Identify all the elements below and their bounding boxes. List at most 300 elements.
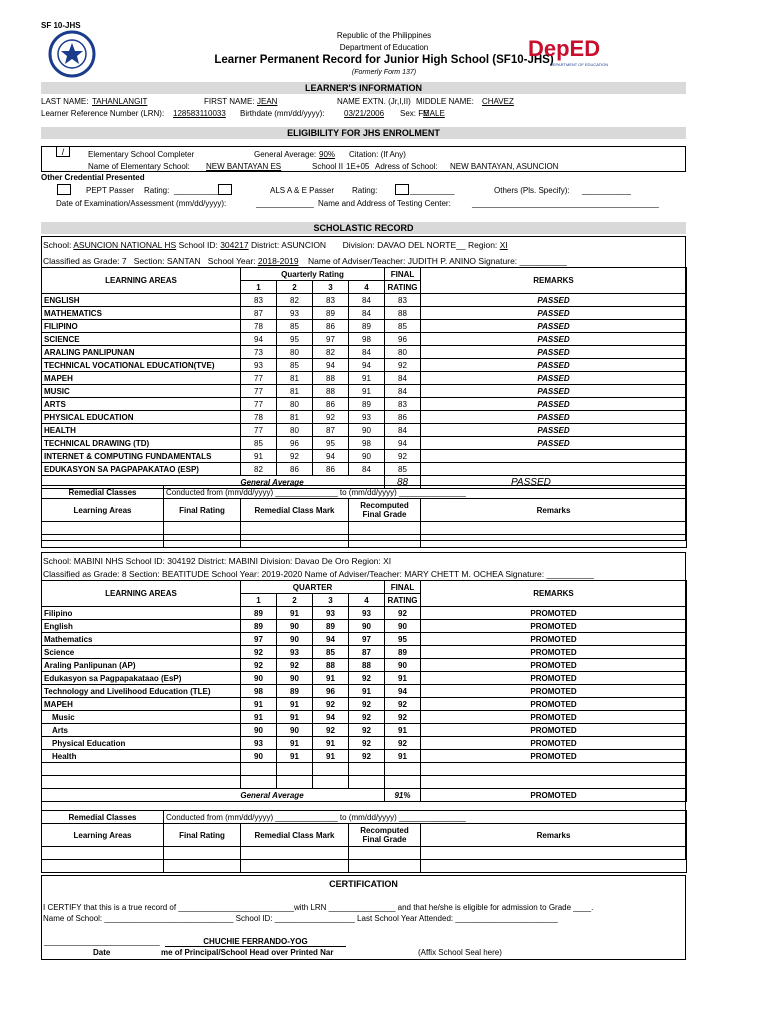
grade8-area: Music bbox=[42, 711, 241, 724]
g8-rem-cell[interactable] bbox=[349, 847, 421, 860]
grade8-q2-grade: 93 bbox=[277, 646, 313, 659]
grade7-q3-grade: 94 bbox=[313, 450, 349, 463]
grade8-blank-cell[interactable] bbox=[42, 776, 241, 789]
grade8-gen-avg-label: General Average bbox=[42, 789, 385, 802]
grade8-q4-grade: 92 bbox=[349, 724, 385, 737]
grade8-area: Edukasyon sa Pagpapakataao (EsP) bbox=[42, 672, 241, 685]
g7-rem-col-recomputed bbox=[349, 499, 421, 522]
grade7-q2-grade: 93 bbox=[277, 307, 313, 320]
grade7-q4-grade: 90 bbox=[349, 450, 385, 463]
grade8-blank-cell[interactable] bbox=[42, 763, 241, 776]
grade7-q4-grade: 89 bbox=[349, 398, 385, 411]
g8-col-rating: RATING bbox=[385, 594, 421, 607]
grade8-q2-grade: 92 bbox=[277, 659, 313, 672]
elementary-completer-checkbox[interactable]: / bbox=[56, 146, 70, 157]
last-name-value: TAHANLANGIT bbox=[92, 97, 148, 106]
g7-region: XI bbox=[499, 240, 508, 250]
grade8-area: Mathematics bbox=[42, 633, 241, 646]
grade8-final-rating: 95 bbox=[385, 633, 421, 646]
g8-rem-col-areas: Learning Areas bbox=[42, 824, 164, 847]
grade8-blank-cell[interactable] bbox=[277, 776, 313, 789]
grade8-q3-grade: 94 bbox=[313, 633, 349, 646]
grade8-q4-grade: 93 bbox=[349, 607, 385, 620]
sex-value: MALE bbox=[423, 109, 445, 118]
learner-info-header: LEARNER'S INFORMATION bbox=[41, 82, 686, 94]
grade8-q1-grade: 92 bbox=[241, 646, 277, 659]
grade8-area: Science bbox=[42, 646, 241, 659]
g8-rem-cell[interactable] bbox=[349, 860, 421, 873]
grade7-q2-grade: 80 bbox=[277, 424, 313, 437]
grade7-area: MAPEH bbox=[42, 372, 241, 385]
grade8-q3-grade: 92 bbox=[313, 724, 349, 737]
elem-school-id-value: 1E+05 bbox=[346, 162, 370, 171]
grade7-final-rating: 86 bbox=[385, 411, 421, 424]
table-row bbox=[42, 672, 687, 685]
grade7-remarks: PASSED bbox=[421, 320, 687, 333]
als-checkbox[interactable] bbox=[395, 184, 409, 195]
g7-info-line2 bbox=[43, 256, 567, 266]
pept-checkbox[interactable] bbox=[57, 184, 71, 195]
grade8-remarks: PROMOTED bbox=[421, 711, 687, 724]
g7-adviser-label: Name of Adviser/Teacher: bbox=[308, 256, 406, 266]
g7-grade: 7 bbox=[121, 256, 127, 266]
g7-section-label: Section: bbox=[133, 256, 165, 266]
general-average-label: General Average: bbox=[254, 150, 317, 159]
g7-division-tail: __ bbox=[456, 240, 466, 250]
table-row bbox=[42, 307, 687, 320]
grade7-final-rating: 84 bbox=[385, 372, 421, 385]
g8-q2-header: 2 bbox=[277, 594, 313, 607]
grade8-remarks: PROMOTED bbox=[421, 737, 687, 750]
birthdate-label: Birthdate (mm/dd/yyyy): bbox=[240, 109, 325, 118]
grade7-final-rating: 84 bbox=[385, 424, 421, 437]
grade7-final-rating: 85 bbox=[385, 463, 421, 476]
grade8-area: English bbox=[42, 620, 241, 633]
grade7-q4-grade: 84 bbox=[349, 307, 385, 320]
g7-adviser: JUDITH P. ANINO bbox=[407, 256, 477, 266]
grade8-q2-grade: 89 bbox=[277, 685, 313, 698]
g7-col-rating: RATING bbox=[385, 281, 421, 294]
principal-name: CHUCHIE FERRANDO-YOG bbox=[165, 937, 346, 947]
grade7-gen-avg-label: General Average bbox=[42, 476, 385, 489]
grade7-q2-grade: 80 bbox=[277, 398, 313, 411]
grade7-q2-grade: 81 bbox=[277, 411, 313, 424]
grade7-area: SCIENCE bbox=[42, 333, 241, 346]
middle-name-label: MIDDLE NAME: bbox=[416, 97, 474, 106]
grade7-q2-grade: 95 bbox=[277, 333, 313, 346]
grade7-remarks: PASSED bbox=[421, 437, 687, 450]
grade8-blank-cell[interactable] bbox=[241, 776, 277, 789]
table-row bbox=[42, 411, 687, 424]
grade8-q4-grade: 90 bbox=[349, 620, 385, 633]
g8-col-quarter: QUARTER bbox=[241, 581, 385, 594]
principal-label: me of Principal/School Head over Printed Nar bbox=[161, 948, 334, 957]
g8-rem-col-mark: Remedial Class Mark bbox=[241, 824, 349, 847]
grade7-remarks bbox=[421, 450, 687, 463]
g7-remedial-dates bbox=[164, 486, 687, 499]
grade7-q1-grade: 78 bbox=[241, 411, 277, 424]
grade7-q1-grade: 82 bbox=[241, 463, 277, 476]
lrn-value: 128583110033 bbox=[173, 109, 226, 118]
grade8-remarks: PROMOTED bbox=[421, 750, 687, 763]
grade8-q1-grade: 91 bbox=[241, 698, 277, 711]
g7-rem-cell[interactable] bbox=[349, 535, 421, 548]
g7-col-areas: LEARNING AREAS bbox=[42, 268, 241, 294]
grade7-q4-grade: 84 bbox=[349, 463, 385, 476]
g8-rem-cell[interactable] bbox=[42, 860, 164, 873]
grade8-gen-avg-remarks: PROMOTED bbox=[421, 789, 687, 802]
grade8-final-rating: 92 bbox=[385, 737, 421, 750]
grade8-blank-cell[interactable] bbox=[313, 776, 349, 789]
lrn-label: Learner Reference Number (LRN): bbox=[41, 109, 165, 118]
general-average-value: 90% bbox=[319, 150, 336, 159]
g7-school-id-label: School ID: bbox=[178, 240, 218, 250]
g8-conducted-label: Conducted from (mm/dd/yyyy) bbox=[166, 812, 274, 822]
grade8-blank-cell[interactable] bbox=[313, 763, 349, 776]
pept-rating-box[interactable] bbox=[218, 184, 232, 195]
grade7-q2-grade: 81 bbox=[277, 385, 313, 398]
grade8-q3-grade: 96 bbox=[313, 685, 349, 698]
grade8-final-rating: 91 bbox=[385, 724, 421, 737]
g7-to-blank: _______________ bbox=[399, 487, 466, 497]
school-seal-label: (Affix School Seal here) bbox=[418, 948, 502, 957]
g8-remedial-table bbox=[41, 810, 687, 873]
grade8-q1-grade: 98 bbox=[241, 685, 277, 698]
grade8-q2-grade: 90 bbox=[277, 724, 313, 737]
grade8-remarks: PROMOTED bbox=[421, 620, 687, 633]
grade8-q4-grade: 92 bbox=[349, 737, 385, 750]
table-row bbox=[42, 398, 687, 411]
g7-rem-col-final: Final Rating bbox=[164, 499, 241, 522]
grade7-q4-grade: 90 bbox=[349, 424, 385, 437]
g8-rem-cell[interactable] bbox=[421, 860, 687, 873]
grade8-blank-cell[interactable] bbox=[349, 776, 385, 789]
grade8-blank-cell[interactable] bbox=[385, 776, 421, 789]
grade8-final-rating: 92 bbox=[385, 698, 421, 711]
deped-wordmark: DepED bbox=[528, 36, 601, 61]
grade7-q2-grade: 81 bbox=[277, 372, 313, 385]
last-name-label: LAST NAME: bbox=[41, 97, 89, 106]
g8-rem-col-final: Final Rating bbox=[164, 824, 241, 847]
name-ext-label: NAME EXTN. (Jr,I,II) bbox=[337, 97, 411, 106]
deped-seal-logo bbox=[42, 30, 102, 78]
grade7-q3-grade: 86 bbox=[313, 320, 349, 333]
g8-q3-header: 3 bbox=[313, 594, 349, 607]
grade8-q4-grade: 92 bbox=[349, 698, 385, 711]
grade7-q4-grade: 94 bbox=[349, 359, 385, 372]
general-average-row bbox=[42, 789, 687, 802]
grade7-q1-grade: 73 bbox=[241, 346, 277, 359]
g8-rem-col-remarks: Remarks bbox=[421, 824, 687, 847]
grade7-q1-grade: 77 bbox=[241, 398, 277, 411]
grade7-q4-grade: 91 bbox=[349, 385, 385, 398]
g7-rem-col-remarks: Remarks bbox=[421, 499, 687, 522]
table-row bbox=[42, 633, 687, 646]
g7-rem-cell[interactable] bbox=[42, 522, 164, 535]
others-value: ___________ bbox=[582, 186, 631, 195]
g7-grades-table bbox=[41, 267, 687, 489]
g8-rem-cell[interactable] bbox=[164, 847, 241, 860]
grade8-q3-grade: 92 bbox=[313, 698, 349, 711]
other-credential-label: Other Credential Presented bbox=[41, 173, 145, 182]
table-row bbox=[42, 698, 687, 711]
grade8-remarks: PROMOTED bbox=[421, 633, 687, 646]
g7-remedial-table bbox=[41, 485, 687, 548]
scholastic-header: SCHOLASTIC RECORD bbox=[41, 222, 686, 234]
grade8-q4-grade: 92 bbox=[349, 750, 385, 763]
g7-rem-cell[interactable] bbox=[241, 522, 349, 535]
certification-line2: Name of School: _____________________________ School ID: __________________ Last School Year Attended: _______________________ bbox=[43, 914, 558, 923]
grade8-q1-grade: 91 bbox=[241, 711, 277, 724]
grade7-q1-grade: 83 bbox=[241, 294, 277, 307]
g7-rem-cell[interactable] bbox=[349, 522, 421, 535]
grade7-area: EDUKASYON SA PAGPAPAKATAO (ESP) bbox=[42, 463, 241, 476]
grade7-q2-grade: 82 bbox=[277, 294, 313, 307]
pept-label: PEPT Passer bbox=[86, 186, 134, 195]
grade7-remarks: PASSED bbox=[421, 359, 687, 372]
grade7-q2-grade: 86 bbox=[277, 463, 313, 476]
elem-school-name-value: NEW BANTAYAN ES bbox=[206, 162, 282, 171]
g7-rem-cell[interactable] bbox=[164, 522, 241, 535]
grade8-blank-cell[interactable] bbox=[421, 776, 687, 789]
grade8-area: Health bbox=[42, 750, 241, 763]
grade8-area: Filipino bbox=[42, 607, 241, 620]
middle-name-value: CHAVEZ bbox=[482, 97, 514, 106]
grade8-blank-cell[interactable] bbox=[241, 763, 277, 776]
g8-q1-header: 1 bbox=[241, 594, 277, 607]
g8-grades-table bbox=[41, 580, 687, 802]
exam-date-label: Date of Examination/Assessment (mm/dd/yyyy): bbox=[56, 199, 227, 208]
grade8-q4-grade: 92 bbox=[349, 672, 385, 685]
grade7-remarks: PASSED bbox=[421, 398, 687, 411]
deped-wordmark-logo bbox=[528, 36, 628, 74]
g7-rem-cell[interactable] bbox=[421, 522, 687, 535]
g7-district: ASUNCION bbox=[281, 240, 327, 250]
g8-recomp-line1: Recomputed bbox=[360, 826, 409, 835]
g7-classified-label: Classified as Grade: bbox=[43, 256, 120, 266]
grade7-q3-grade: 86 bbox=[313, 463, 349, 476]
g7-rem-cell[interactable] bbox=[241, 535, 349, 548]
grade7-area: PHYSICAL EDUCATION bbox=[42, 411, 241, 424]
g8-signature-blank: __________ bbox=[546, 569, 594, 579]
table-row bbox=[42, 359, 687, 372]
grade7-remarks: PASSED bbox=[421, 411, 687, 424]
g8-recomp-line2: Final Grade bbox=[362, 835, 407, 844]
grade8-remarks: PROMOTED bbox=[421, 659, 687, 672]
grade8-remarks: PROMOTED bbox=[421, 646, 687, 659]
g7-district-label: District: bbox=[250, 240, 280, 250]
g8-info-line1: School: MABINI NHS School ID: 304192 District: MABINI Division: Davao De Oro Region: XI bbox=[43, 556, 392, 566]
others-label: Others (Pls. Specify): bbox=[494, 186, 570, 195]
grade7-q4-grade: 91 bbox=[349, 372, 385, 385]
grade8-q1-grade: 92 bbox=[241, 659, 277, 672]
grade8-q2-grade: 90 bbox=[277, 672, 313, 685]
als-label: ALS A & E Passer bbox=[270, 186, 335, 195]
grade7-final-rating: 88 bbox=[385, 307, 421, 320]
grade8-final-rating: 91 bbox=[385, 672, 421, 685]
g7-rem-cell[interactable] bbox=[42, 535, 164, 548]
grade8-blank-cell[interactable] bbox=[277, 763, 313, 776]
grade8-remarks: PROMOTED bbox=[421, 724, 687, 737]
grade7-q1-grade: 77 bbox=[241, 385, 277, 398]
page-subtitle: (Formerly Form 137) bbox=[351, 69, 417, 76]
grade7-final-rating: 80 bbox=[385, 346, 421, 359]
completer-label: Elementary School Completer bbox=[88, 150, 195, 159]
grade7-q3-grade: 82 bbox=[313, 346, 349, 359]
g7-col-final: FINAL bbox=[385, 268, 421, 281]
blank-row bbox=[42, 776, 687, 789]
grade8-final-rating: 91 bbox=[385, 750, 421, 763]
grade7-remarks: PASSED bbox=[421, 294, 687, 307]
g7-rem-cell[interactable] bbox=[421, 535, 687, 548]
grade7-q4-grade: 84 bbox=[349, 294, 385, 307]
table-row bbox=[42, 385, 687, 398]
grade7-final-rating: 84 bbox=[385, 385, 421, 398]
grade7-q3-grade: 83 bbox=[313, 294, 349, 307]
table-row bbox=[42, 659, 687, 672]
grade7-q3-grade: 86 bbox=[313, 398, 349, 411]
grade8-q2-grade: 91 bbox=[277, 750, 313, 763]
header-line2: Department of Education bbox=[339, 43, 429, 52]
grade7-q1-grade: 85 bbox=[241, 437, 277, 450]
grade8-gen-avg-value: 91% bbox=[385, 789, 421, 802]
grade8-q3-grade: 91 bbox=[313, 750, 349, 763]
g7-rem-col-areas: Learning Areas bbox=[42, 499, 164, 522]
g7-recomp-line2: Final Grade bbox=[362, 510, 407, 519]
grade7-area: HEALTH bbox=[42, 424, 241, 437]
g7-rem-cell[interactable] bbox=[164, 535, 241, 548]
grade7-final-rating: 83 bbox=[385, 398, 421, 411]
certification-title: CERTIFICATION bbox=[329, 879, 398, 889]
grade7-q1-grade: 87 bbox=[241, 307, 277, 320]
table-row bbox=[42, 450, 687, 463]
table-row bbox=[42, 620, 687, 633]
first-name-value: JEAN bbox=[257, 97, 278, 106]
table-row bbox=[42, 333, 687, 346]
grade8-blank-cell[interactable] bbox=[349, 763, 385, 776]
table-row bbox=[42, 724, 687, 737]
grade7-q3-grade: 94 bbox=[313, 359, 349, 372]
g8-conducted-blank: ______________ bbox=[275, 812, 338, 822]
certification-line1: I CERTIFY that this is a true record of __________________________with LRN _______________ and that he/she is eligible for admission to Grade ____. bbox=[43, 903, 594, 912]
grade8-q2-grade: 91 bbox=[277, 607, 313, 620]
g8-to-blank: _______________ bbox=[399, 812, 466, 822]
g7-q1-header: 1 bbox=[241, 281, 277, 294]
testing-center-value: __________________________________________ bbox=[472, 199, 659, 208]
grade7-q1-grade: 77 bbox=[241, 424, 277, 437]
g8-col-final: FINAL bbox=[385, 581, 421, 594]
grade7-remarks: PASSED bbox=[421, 385, 687, 398]
g8-q4-header: 4 bbox=[349, 594, 385, 607]
grade7-q3-grade: 87 bbox=[313, 424, 349, 437]
grade7-gen-avg-remarks: PASSED bbox=[421, 476, 687, 489]
grade7-q3-grade: 95 bbox=[313, 437, 349, 450]
grade7-q1-grade: 78 bbox=[241, 320, 277, 333]
grade7-q4-grade: 93 bbox=[349, 411, 385, 424]
g8-rem-col-recomputed bbox=[349, 824, 421, 847]
grade8-q1-grade: 90 bbox=[241, 672, 277, 685]
grade8-remarks: PROMOTED bbox=[421, 607, 687, 620]
sex-label: Sex: FE bbox=[400, 109, 429, 118]
g7-remedial-label: Remedial Classes bbox=[42, 486, 164, 499]
table-row bbox=[42, 711, 687, 724]
pept-rating-value: __________ bbox=[174, 186, 219, 195]
grade7-q3-grade: 88 bbox=[313, 385, 349, 398]
grade7-q3-grade: 88 bbox=[313, 372, 349, 385]
g7-school: ASUNCION NATIONAL HS bbox=[73, 240, 177, 250]
g7-sy-label: School Year: bbox=[207, 256, 256, 266]
g7-section: SANTAN bbox=[166, 256, 201, 266]
exam-date-value: _____________ bbox=[256, 199, 314, 208]
g8-rem-cell[interactable] bbox=[164, 860, 241, 873]
grade8-q4-grade: 88 bbox=[349, 659, 385, 672]
grade7-remarks: PASSED bbox=[421, 424, 687, 437]
table-row bbox=[42, 750, 687, 763]
grade8-final-rating: 90 bbox=[385, 620, 421, 633]
grade8-q2-grade: 91 bbox=[277, 698, 313, 711]
als-rating-value: __________ bbox=[410, 186, 455, 195]
grade7-area: ARALING PANLIPUNAN bbox=[42, 346, 241, 359]
table-row bbox=[42, 685, 687, 698]
g8-rem-cell[interactable] bbox=[42, 847, 164, 860]
grade8-blank-cell[interactable] bbox=[421, 763, 687, 776]
grade7-area: ARTS bbox=[42, 398, 241, 411]
grade7-q3-grade: 89 bbox=[313, 307, 349, 320]
g7-rem-col-mark: Remedial Class Mark bbox=[241, 499, 349, 522]
grade7-area: INTERNET & COMPUTING FUNDAMENTALS bbox=[42, 450, 241, 463]
g8-rem-cell[interactable] bbox=[241, 860, 349, 873]
g8-remedial-label: Remedial Classes bbox=[42, 811, 164, 824]
grade8-q4-grade: 97 bbox=[349, 633, 385, 646]
date-sig-line: __________________________ bbox=[44, 937, 160, 946]
grade7-remarks: PASSED bbox=[421, 346, 687, 359]
grade7-q1-grade: 93 bbox=[241, 359, 277, 372]
grade7-q2-grade: 92 bbox=[277, 450, 313, 463]
g7-col-quarterly: Quarterly Rating bbox=[241, 268, 385, 281]
elem-school-id-label: School II bbox=[312, 162, 344, 171]
grade8-q3-grade: 91 bbox=[313, 737, 349, 750]
grade7-remarks: PASSED bbox=[421, 333, 687, 346]
birthdate-value: 03/21/2006 bbox=[344, 109, 385, 118]
g8-rem-cell[interactable] bbox=[421, 847, 687, 860]
grade7-q1-grade: 77 bbox=[241, 372, 277, 385]
grade8-q2-grade: 90 bbox=[277, 620, 313, 633]
g8-rem-cell[interactable] bbox=[241, 847, 349, 860]
g7-recomp-line1: Recomputed bbox=[360, 501, 409, 510]
grade7-q1-grade: 91 bbox=[241, 450, 277, 463]
deped-wordmark-sub: DEPARTMENT OF EDUCATION bbox=[550, 62, 609, 67]
grade8-area: Arts bbox=[42, 724, 241, 737]
table-row bbox=[42, 737, 687, 750]
grade8-final-rating: 89 bbox=[385, 646, 421, 659]
grade8-remarks: PROMOTED bbox=[421, 698, 687, 711]
grade8-q3-grade: 91 bbox=[313, 672, 349, 685]
table-row bbox=[42, 346, 687, 359]
blank-row bbox=[42, 763, 687, 776]
grade8-q1-grade: 89 bbox=[241, 607, 277, 620]
grade7-area: ENGLISH bbox=[42, 294, 241, 307]
grade8-remarks: PROMOTED bbox=[421, 685, 687, 698]
citation-label: Citation: (If Any) bbox=[349, 150, 406, 159]
g7-col-remarks: REMARKS bbox=[421, 268, 687, 294]
grade8-final-rating: 90 bbox=[385, 659, 421, 672]
grade8-blank-cell[interactable] bbox=[385, 763, 421, 776]
grade8-q2-grade: 91 bbox=[277, 737, 313, 750]
grade7-q2-grade: 80 bbox=[277, 346, 313, 359]
g7-signature-label: Signature: bbox=[478, 256, 518, 266]
grade8-final-rating: 94 bbox=[385, 685, 421, 698]
table-row bbox=[42, 294, 687, 307]
